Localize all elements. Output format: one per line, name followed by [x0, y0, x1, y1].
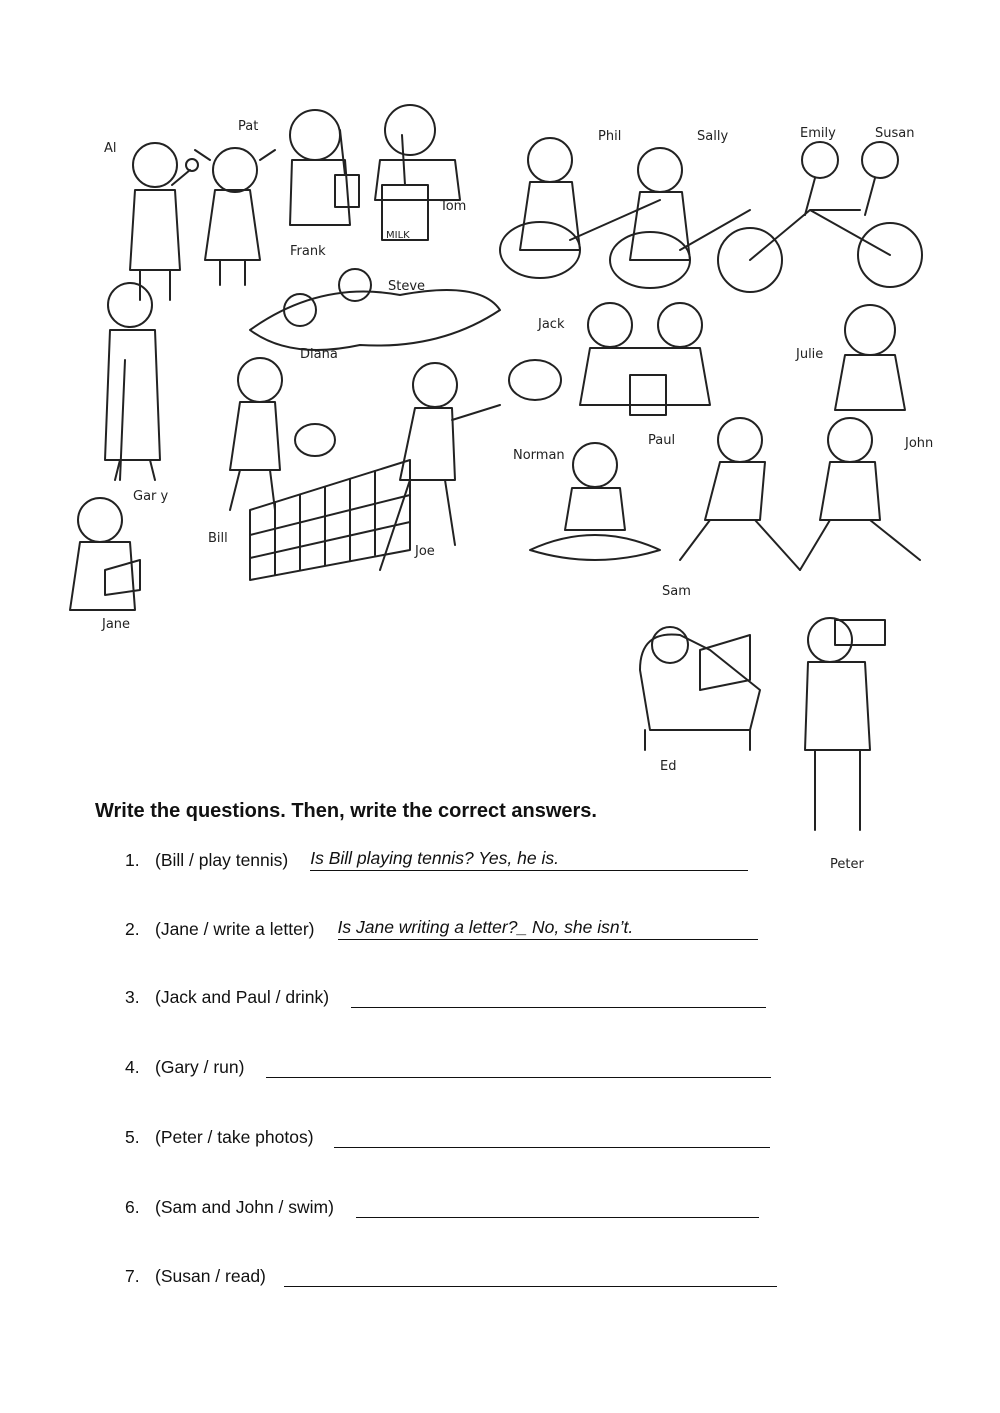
- sam-figure: [680, 418, 800, 570]
- label-joe: Joe: [415, 544, 435, 559]
- label-sam: Sam: [662, 584, 691, 599]
- pat-figure: [195, 148, 275, 285]
- label-norman: Norman: [513, 448, 565, 463]
- ed-figure: [640, 627, 760, 750]
- item-number: 3.: [125, 987, 140, 1007]
- item-number: 1.: [125, 850, 140, 870]
- label-paul: Paul: [648, 433, 676, 448]
- exercise-item-3: [125, 987, 766, 1008]
- label-al: Al: [104, 141, 117, 156]
- bill-figure: [230, 358, 335, 510]
- tennis-net: [250, 460, 410, 580]
- answer-line[interactable]: [356, 1197, 759, 1218]
- answer-line[interactable]: [334, 1127, 770, 1148]
- item-prompt: (Peter / take photos): [155, 1127, 314, 1147]
- label-pat: Pat: [238, 119, 259, 134]
- jane-figure: [70, 498, 140, 610]
- jack-paul-figures: [580, 303, 710, 415]
- exercise-item-1: [125, 848, 748, 871]
- item-prompt: (Jack and Paul / drink): [155, 987, 330, 1007]
- label-ed: Ed: [660, 759, 677, 774]
- gary-figure: [105, 283, 160, 480]
- john-figure: [800, 418, 920, 570]
- item-number: 2.: [125, 919, 140, 939]
- label-sally: Sally: [697, 129, 729, 144]
- item-prompt: (Susan / read): [155, 1266, 266, 1286]
- item-prompt: (Sam and John / swim): [155, 1197, 334, 1217]
- label-susan: Susan: [875, 126, 915, 141]
- frank-figure: [290, 110, 359, 225]
- answer-line[interactable]: [284, 1266, 777, 1287]
- julie-figure: [835, 305, 905, 410]
- label-steve: Steve: [388, 279, 426, 294]
- label-phil: Phil: [598, 129, 622, 144]
- milk-carton-label: MILK: [386, 230, 410, 241]
- item-number: 4.: [125, 1057, 140, 1077]
- joe-figure: [380, 360, 561, 570]
- label-tom: Tom: [440, 199, 467, 214]
- phil-figure: [500, 138, 660, 278]
- answer-field[interactable]: Is Bill playing tennis? Yes, he is.: [310, 848, 748, 871]
- item-prompt: (Jane / write a letter): [155, 919, 315, 939]
- label-julie: Julie: [796, 347, 824, 362]
- label-bill: Bill: [208, 531, 228, 546]
- answer-line[interactable]: [351, 987, 766, 1008]
- label-john: John: [905, 436, 934, 451]
- label-jack: Jack: [538, 317, 565, 332]
- label-diana: Diana: [300, 347, 338, 362]
- exercise-item-6: [125, 1197, 759, 1218]
- exercise-item-4: [125, 1057, 771, 1078]
- exercise-item-2: [125, 917, 758, 940]
- item-number: 7.: [125, 1266, 140, 1286]
- item-prompt: (Bill / play tennis): [155, 850, 289, 870]
- peter-figure: [805, 618, 885, 830]
- label-frank: Frank: [290, 244, 326, 259]
- item-prompt: (Gary / run): [155, 1057, 245, 1077]
- exercise-item-7: [125, 1266, 777, 1287]
- al-figure: [130, 143, 198, 300]
- label-peter: Peter: [830, 857, 864, 872]
- sally-figure: [610, 148, 750, 288]
- label-jane: Jane: [102, 617, 131, 632]
- label-gary: Gar y: [133, 489, 169, 504]
- item-number: 5.: [125, 1127, 140, 1147]
- instructions-heading: Write the questions. Then, write the correct answers.: [95, 800, 597, 822]
- tandem-bike: [718, 142, 922, 292]
- answer-field[interactable]: Is Jane writing a letter?_ No, she isn’t.: [338, 917, 758, 940]
- swimmers: [250, 269, 500, 350]
- exercise-item-5: [125, 1127, 770, 1148]
- label-emily: Emily: [800, 126, 836, 141]
- answer-line[interactable]: [266, 1057, 771, 1078]
- item-number: 6.: [125, 1197, 140, 1217]
- tom-figure: [375, 105, 460, 240]
